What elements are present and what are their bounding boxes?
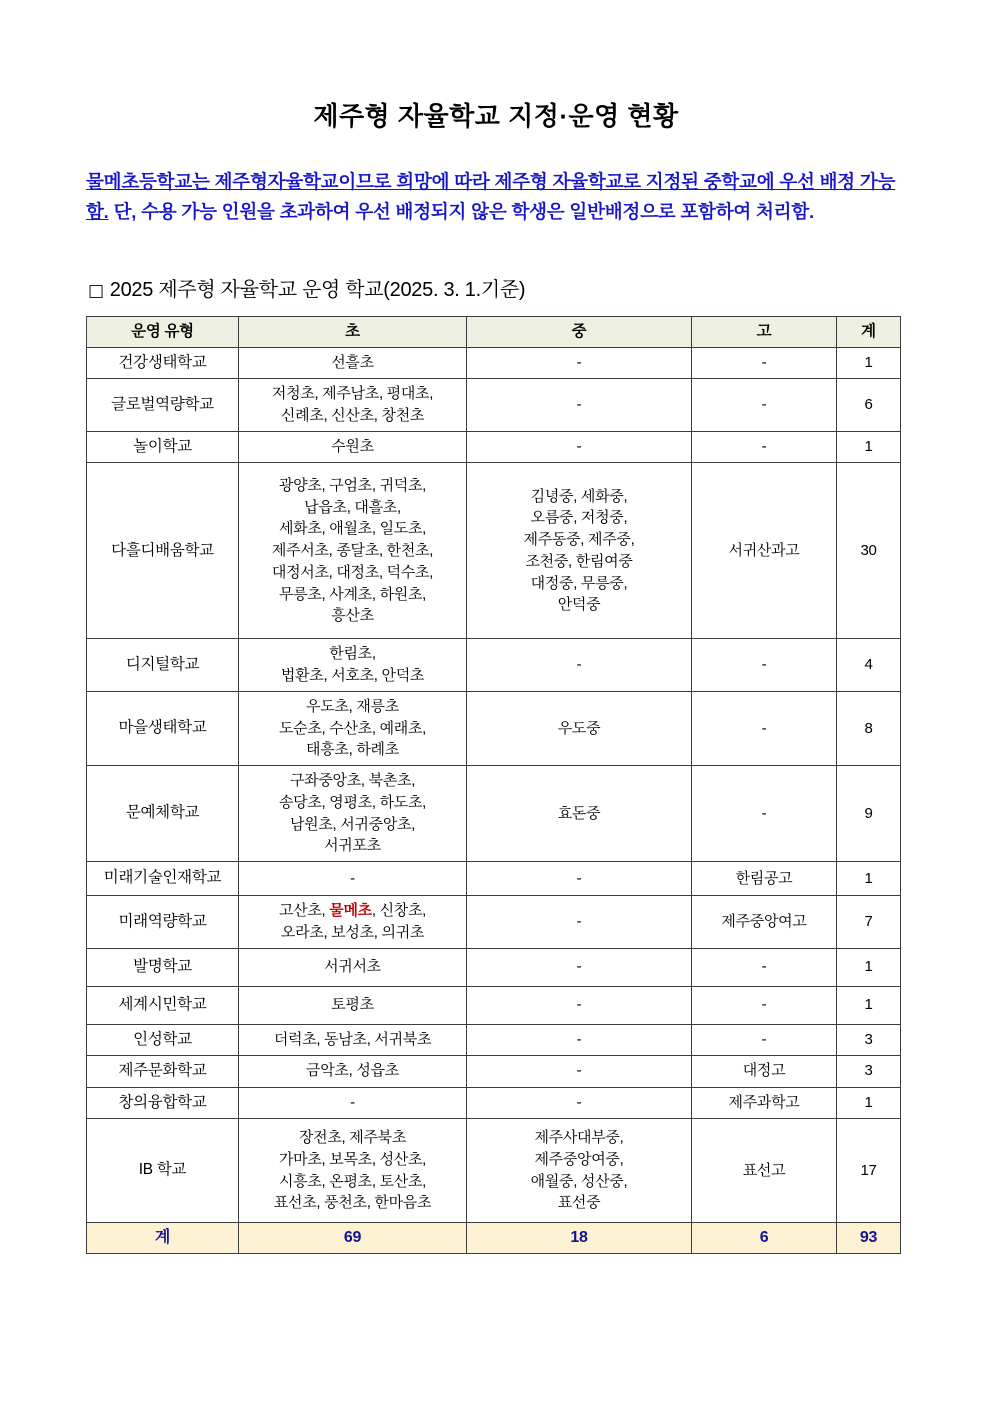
footer-high-total: 6 xyxy=(692,1223,837,1254)
cell-row-total: 1 xyxy=(837,347,901,378)
cell-elementary-schools: - xyxy=(239,862,467,896)
cell-middle-schools: - xyxy=(467,1024,692,1055)
cell-elementary-schools: 선흘초 xyxy=(239,347,467,378)
table-row xyxy=(87,862,901,896)
table-row xyxy=(87,463,901,639)
intro-text-rest: 단, 수용 가능 인원을 초과하여 우선 배정되지 않은 학생은 일반배정으로 포함하여 처리함. xyxy=(108,200,814,222)
cell-row-total: 1 xyxy=(837,862,901,896)
cell-row-total: 1 xyxy=(837,948,901,986)
col-header-high: 고 xyxy=(692,316,837,347)
cell-operation-type: 창의융합학교 xyxy=(87,1087,239,1118)
cell-row-total: 3 xyxy=(837,1056,901,1087)
cell-middle-schools: 우도중 xyxy=(467,691,692,765)
section-heading-label: 2025 제주형 자율학교 운영 학교(2025. 3. 1.기준) xyxy=(109,278,526,301)
cell-row-total: 1 xyxy=(837,1087,901,1118)
square-bullet-icon: □ xyxy=(88,280,104,301)
cell-elementary-schools: 고산초, 물메초, 신창초, 오라초, 보성초, 의귀초 xyxy=(239,896,467,949)
cell-high-schools: - xyxy=(692,347,837,378)
cell-operation-type: IB 학교 xyxy=(87,1119,239,1223)
table-footer-row xyxy=(87,1223,901,1254)
cell-row-total: 1 xyxy=(837,431,901,462)
cell-row-total: 3 xyxy=(837,1024,901,1055)
cell-elementary-schools: 서귀서초 xyxy=(239,948,467,986)
cell-elementary-schools: 우도초, 재릉초 도순초, 수산초, 예래초, 태흥초, 하례초 xyxy=(239,691,467,765)
table-row xyxy=(87,986,901,1024)
cell-middle-schools: - xyxy=(467,379,692,432)
table-row xyxy=(87,1056,901,1087)
cell-middle-schools: 효돈중 xyxy=(467,766,692,862)
footer-grand-total: 93 xyxy=(837,1223,901,1254)
intro-paragraph xyxy=(86,167,906,227)
cell-operation-type: 놀이학교 xyxy=(87,431,239,462)
cell-elementary-schools: - xyxy=(239,1087,467,1118)
cell-operation-type: 마을생태학교 xyxy=(87,691,239,765)
cell-elementary-schools: 저청초, 제주남초, 평대초, 신례초, 신산초, 창천초 xyxy=(239,379,467,432)
cell-operation-type: 인성학교 xyxy=(87,1024,239,1055)
table-row xyxy=(87,1024,901,1055)
autonomous-school-table xyxy=(86,316,901,1254)
cell-operation-type: 디지털학교 xyxy=(87,639,239,692)
cell-elementary-schools: 구좌중앙초, 북촌초, 송당초, 영평초, 하도초, 남원초, 서귀중앙초, 서귀포초 xyxy=(239,766,467,862)
cell-elementary-schools: 광양초, 구엄초, 귀덕초, 납읍초, 대흘초, 세화초, 애월초, 일도초, 제주서초, 종달초, 한천초, 대정서초, 대정초, 덕수초, 무릉초, 사계초, 하원초, 흥산초 xyxy=(239,463,467,639)
cell-operation-type: 다흘디배움학교 xyxy=(87,463,239,639)
cell-row-total: 7 xyxy=(837,896,901,949)
table-row xyxy=(87,1087,901,1118)
cell-high-schools: 한림공고 xyxy=(692,862,837,896)
cell-elementary-schools: 장전초, 제주북초 가마초, 보목초, 성산초, 시흥초, 온평초, 토산초, 표선초, 풍천초, 한마음초 xyxy=(239,1119,467,1223)
intro-text-underlined: 물메초등학교는 제주형자율학교이므로 희망에 따라 제주형 자율학교로 지정된 중학교에 우선 배정 가능함. xyxy=(86,171,896,222)
cell-elementary-schools: 토평초 xyxy=(239,986,467,1024)
cell-high-schools: - xyxy=(692,986,837,1024)
cell-high-schools: 서귀산과고 xyxy=(692,463,837,639)
cell-operation-type: 문예체학교 xyxy=(87,766,239,862)
cell-high-schools: - xyxy=(692,379,837,432)
col-header-total: 계 xyxy=(837,316,901,347)
cell-high-schools: - xyxy=(692,431,837,462)
table-row xyxy=(87,639,901,692)
col-header-elementary: 초 xyxy=(239,316,467,347)
cell-high-schools: 제주과학고 xyxy=(692,1087,837,1118)
cell-high-schools: 표선고 xyxy=(692,1119,837,1223)
table-row xyxy=(87,379,901,432)
cell-operation-type: 세계시민학교 xyxy=(87,986,239,1024)
cell-middle-schools: - xyxy=(467,896,692,949)
cell-middle-schools: - xyxy=(467,948,692,986)
table-body xyxy=(87,347,901,1222)
table-row xyxy=(87,766,901,862)
table-footer xyxy=(87,1223,901,1254)
cell-operation-type: 글로벌역량학교 xyxy=(87,379,239,432)
highlighted-school-name: 물메초 xyxy=(329,902,372,920)
cell-elementary-schools: 한림초, 법환초, 서호초, 안덕초 xyxy=(239,639,467,692)
cell-middle-schools: - xyxy=(467,431,692,462)
table-header-row xyxy=(87,316,901,347)
col-header-type: 운영 유형 xyxy=(87,316,239,347)
cell-row-total: 17 xyxy=(837,1119,901,1223)
cell-middle-schools: - xyxy=(467,347,692,378)
cell-middle-schools: - xyxy=(467,1056,692,1087)
table-row xyxy=(87,347,901,378)
cell-high-schools: - xyxy=(692,639,837,692)
table-row xyxy=(87,1119,901,1223)
footer-middle-total: 18 xyxy=(467,1223,692,1254)
cell-high-schools: - xyxy=(692,948,837,986)
cell-elementary-schools: 더럭초, 동남초, 서귀북초 xyxy=(239,1024,467,1055)
cell-high-schools: - xyxy=(692,1024,837,1055)
table-row xyxy=(87,431,901,462)
cell-row-total: 9 xyxy=(837,766,901,862)
cell-row-total: 4 xyxy=(837,639,901,692)
footer-label: 계 xyxy=(87,1223,239,1254)
cell-operation-type: 제주문화학교 xyxy=(87,1056,239,1087)
cell-high-schools: 제주중앙여고 xyxy=(692,896,837,949)
section-heading xyxy=(88,273,906,302)
cell-elementary-schools: 수원초 xyxy=(239,431,467,462)
cell-middle-schools: 제주사대부중, 제주중앙여중, 애월중, 성산중, 표선중 xyxy=(467,1119,692,1223)
cell-row-total: 8 xyxy=(837,691,901,765)
table-row xyxy=(87,691,901,765)
cell-operation-type: 건강생태학교 xyxy=(87,347,239,378)
cell-row-total: 30 xyxy=(837,463,901,639)
cell-operation-type: 미래역량학교 xyxy=(87,896,239,949)
cell-middle-schools: - xyxy=(467,639,692,692)
table-row xyxy=(87,896,901,949)
col-header-middle: 중 xyxy=(467,316,692,347)
cell-middle-schools: - xyxy=(467,1087,692,1118)
cell-high-schools: 대정고 xyxy=(692,1056,837,1087)
cell-middle-schools: - xyxy=(467,986,692,1024)
cell-elementary-schools: 금악초, 성읍초 xyxy=(239,1056,467,1087)
table-row xyxy=(87,948,901,986)
cell-row-total: 6 xyxy=(837,379,901,432)
cell-high-schools: - xyxy=(692,766,837,862)
cell-operation-type: 발명학교 xyxy=(87,948,239,986)
table-header xyxy=(87,316,901,347)
cell-operation-type: 미래기술인재학교 xyxy=(87,862,239,896)
footer-elementary-total: 69 xyxy=(239,1223,467,1254)
page-title: 제주형 자율학교 지정·운영 현황 xyxy=(313,101,679,131)
cell-row-total: 1 xyxy=(837,986,901,1024)
cell-middle-schools: 김녕중, 세화중, 오름중, 저청중, 제주동중, 제주중, 조천중, 한림여중 대정중, 무릉중, 안덕중 xyxy=(467,463,692,639)
cell-middle-schools: - xyxy=(467,862,692,896)
cell-high-schools: - xyxy=(692,691,837,765)
